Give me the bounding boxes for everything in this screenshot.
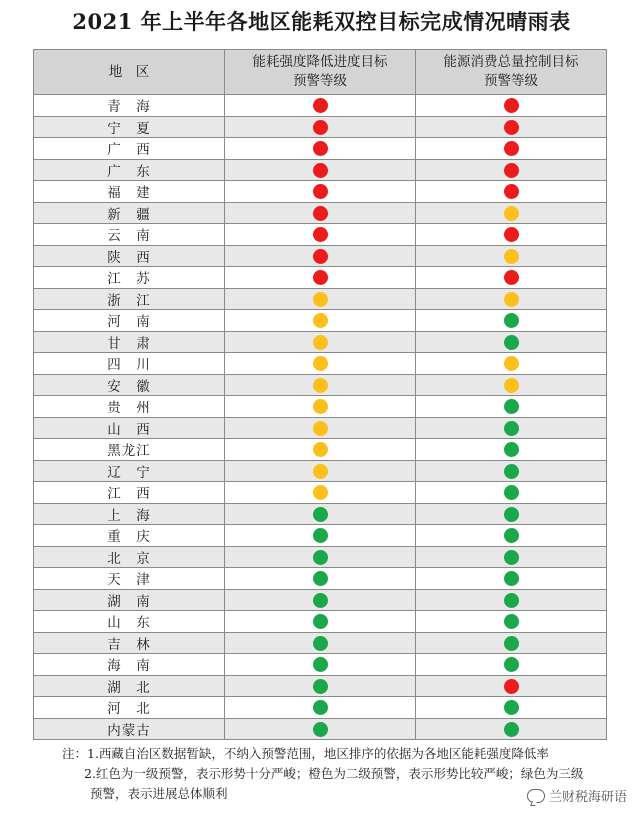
total-status-cell (416, 439, 607, 461)
red-status-dot-icon (504, 679, 519, 694)
orange-status-dot-icon (313, 399, 328, 414)
region-cell: 吉 林 (34, 632, 225, 654)
table-row (34, 611, 607, 633)
header-total (416, 50, 607, 95)
green-status-dot-icon (504, 421, 519, 436)
intensity-status-cell (225, 525, 416, 547)
orange-status-dot-icon (504, 378, 519, 393)
table-row (34, 460, 607, 482)
intensity-status-cell (225, 138, 416, 160)
region-cell: 北 京 (34, 546, 225, 568)
region-cell: 安 徽 (34, 374, 225, 396)
total-status-cell (416, 503, 607, 525)
region-cell: 河 北 (34, 697, 225, 719)
orange-status-dot-icon (313, 313, 328, 328)
table-row (34, 95, 607, 117)
red-status-dot-icon (504, 184, 519, 199)
region-cell: 江 西 (34, 482, 225, 504)
table-row (34, 482, 607, 504)
green-status-dot-icon (313, 679, 328, 694)
green-status-dot-icon (504, 442, 519, 457)
red-status-dot-icon (313, 163, 328, 178)
total-status-cell (416, 568, 607, 590)
region-cell: 河 南 (34, 310, 225, 332)
header-region: 地 区 (34, 50, 225, 95)
intensity-status-cell (225, 632, 416, 654)
table-row (34, 396, 607, 418)
green-status-dot-icon (313, 722, 328, 737)
region-cell: 山 西 (34, 417, 225, 439)
red-status-dot-icon (504, 227, 519, 242)
table-row (34, 632, 607, 654)
note-line-3: 预警，表示进展总体顺利 (90, 786, 228, 801)
region-cell: 宁 夏 (34, 116, 225, 138)
region-cell: 湖 南 (34, 589, 225, 611)
table-row (34, 288, 607, 310)
total-status-cell (416, 482, 607, 504)
red-status-dot-icon (313, 98, 328, 113)
green-status-dot-icon (504, 464, 519, 479)
table-header-row (34, 50, 607, 95)
total-status-cell (416, 224, 607, 246)
intensity-status-cell (225, 654, 416, 676)
header-intensity-label: 能耗强度降低进度目标 预警等级 (252, 54, 388, 89)
region-cell: 上 海 (34, 503, 225, 525)
region-cell: 天 津 (34, 568, 225, 590)
green-status-dot-icon (504, 550, 519, 565)
green-status-dot-icon (313, 528, 328, 543)
green-status-dot-icon (504, 722, 519, 737)
intensity-status-cell (225, 202, 416, 224)
table-row (34, 568, 607, 590)
total-status-cell (416, 697, 607, 719)
intensity-status-cell (225, 116, 416, 138)
orange-status-dot-icon (313, 421, 328, 436)
intensity-status-cell (225, 503, 416, 525)
table-row (34, 589, 607, 611)
table-row (34, 224, 607, 246)
green-status-dot-icon (504, 614, 519, 629)
red-status-dot-icon (313, 206, 328, 221)
region-cell: 重 庆 (34, 525, 225, 547)
total-status-cell (416, 181, 607, 203)
green-status-dot-icon (504, 700, 519, 715)
intensity-status-cell (225, 675, 416, 697)
intensity-status-cell (225, 396, 416, 418)
orange-status-dot-icon (504, 206, 519, 221)
status-table (33, 49, 607, 740)
total-status-cell (416, 417, 607, 439)
table-row (34, 138, 607, 160)
table-row (34, 675, 607, 697)
red-status-dot-icon (504, 141, 519, 156)
total-status-cell (416, 331, 607, 353)
header-total-label: 能源消费总量控制目标 预警等级 (443, 54, 579, 89)
intensity-status-cell (225, 417, 416, 439)
intensity-status-cell (225, 95, 416, 117)
total-status-cell (416, 632, 607, 654)
red-status-dot-icon (504, 98, 519, 113)
intensity-status-cell (225, 159, 416, 181)
green-status-dot-icon (313, 700, 328, 715)
total-status-cell (416, 353, 607, 375)
region-cell: 浙 江 (34, 288, 225, 310)
table-row (34, 245, 607, 267)
orange-status-dot-icon (313, 485, 328, 500)
red-status-dot-icon (313, 120, 328, 135)
table-row (34, 181, 607, 203)
region-cell: 四 川 (34, 353, 225, 375)
orange-status-dot-icon (313, 464, 328, 479)
orange-status-dot-icon (313, 442, 328, 457)
total-status-cell (416, 288, 607, 310)
table-row (34, 546, 607, 568)
total-status-cell (416, 525, 607, 547)
intensity-status-cell (225, 460, 416, 482)
intensity-status-cell (225, 439, 416, 461)
region-cell: 湖 北 (34, 675, 225, 697)
red-status-dot-icon (504, 120, 519, 135)
green-status-dot-icon (313, 571, 328, 586)
region-cell: 广 西 (34, 138, 225, 160)
green-status-dot-icon (504, 571, 519, 586)
table-row (34, 310, 607, 332)
green-status-dot-icon (504, 593, 519, 608)
green-status-dot-icon (313, 550, 328, 565)
orange-status-dot-icon (504, 249, 519, 264)
header-intensity (225, 50, 416, 95)
watermark (527, 786, 627, 805)
table-row (34, 116, 607, 138)
table-row (34, 654, 607, 676)
region-cell: 内蒙古 (34, 718, 225, 740)
intensity-status-cell (225, 589, 416, 611)
intensity-status-cell (225, 267, 416, 289)
table-row (34, 503, 607, 525)
region-cell: 山 东 (34, 611, 225, 633)
intensity-status-cell (225, 546, 416, 568)
red-status-dot-icon (504, 163, 519, 178)
chat-bubble-icon (527, 789, 545, 803)
total-status-cell (416, 116, 607, 138)
table-row (34, 525, 607, 547)
total-status-cell (416, 245, 607, 267)
region-cell: 青 海 (34, 95, 225, 117)
total-status-cell (416, 374, 607, 396)
intensity-status-cell (225, 697, 416, 719)
green-status-dot-icon (504, 657, 519, 672)
green-status-dot-icon (313, 657, 328, 672)
table-row (34, 353, 607, 375)
green-status-dot-icon (313, 614, 328, 629)
orange-status-dot-icon (313, 356, 328, 371)
table-row (34, 202, 607, 224)
table-row (34, 374, 607, 396)
watermark-text: 兰财税海研语 (548, 790, 627, 805)
orange-status-dot-icon (313, 292, 328, 307)
total-status-cell (416, 159, 607, 181)
orange-status-dot-icon (504, 292, 519, 307)
intensity-status-cell (225, 611, 416, 633)
total-status-cell (416, 138, 607, 160)
region-cell: 福 建 (34, 181, 225, 203)
green-status-dot-icon (313, 593, 328, 608)
green-status-dot-icon (313, 507, 328, 522)
total-status-cell (416, 310, 607, 332)
total-status-cell (416, 718, 607, 740)
total-status-cell (416, 267, 607, 289)
total-status-cell (416, 95, 607, 117)
note-line-2: 2.红色为一级预警，表示形势十分严峻；橙色为二级预警，表示形势比较严峻；绿色为三级 (84, 766, 584, 781)
intensity-status-cell (225, 224, 416, 246)
green-status-dot-icon (313, 636, 328, 651)
green-status-dot-icon (504, 636, 519, 651)
table-row (34, 718, 607, 740)
region-cell: 新 疆 (34, 202, 225, 224)
region-cell: 黑龙江 (34, 439, 225, 461)
table-row (34, 439, 607, 461)
red-status-dot-icon (313, 141, 328, 156)
orange-status-dot-icon (504, 356, 519, 371)
orange-status-dot-icon (313, 335, 328, 350)
total-status-cell (416, 202, 607, 224)
green-status-dot-icon (504, 485, 519, 500)
total-status-cell (416, 460, 607, 482)
red-status-dot-icon (313, 184, 328, 199)
orange-status-dot-icon (313, 378, 328, 393)
intensity-status-cell (225, 374, 416, 396)
region-cell: 辽 宁 (34, 460, 225, 482)
region-cell: 江 苏 (34, 267, 225, 289)
total-status-cell (416, 675, 607, 697)
green-status-dot-icon (504, 313, 519, 328)
region-cell: 贵 州 (34, 396, 225, 418)
green-status-dot-icon (504, 507, 519, 522)
intensity-status-cell (225, 245, 416, 267)
intensity-status-cell (225, 181, 416, 203)
region-cell: 甘 肃 (34, 331, 225, 353)
red-status-dot-icon (313, 227, 328, 242)
red-status-dot-icon (504, 270, 519, 285)
intensity-status-cell (225, 482, 416, 504)
note-line-1: 注：1.西藏自治区数据暂缺，不纳入预警范围，地区排序的依据为各地区能耗强度降低率 (62, 746, 549, 761)
intensity-status-cell (225, 331, 416, 353)
green-status-dot-icon (504, 335, 519, 350)
table-row (34, 417, 607, 439)
red-status-dot-icon (313, 270, 328, 285)
total-status-cell (416, 546, 607, 568)
intensity-status-cell (225, 288, 416, 310)
table-row (34, 159, 607, 181)
total-status-cell (416, 611, 607, 633)
region-cell: 陕 西 (34, 245, 225, 267)
total-status-cell (416, 654, 607, 676)
table-row (34, 697, 607, 719)
green-status-dot-icon (504, 528, 519, 543)
green-status-dot-icon (504, 399, 519, 414)
table-row (34, 267, 607, 289)
total-status-cell (416, 396, 607, 418)
intensity-status-cell (225, 718, 416, 740)
region-cell: 广 东 (34, 159, 225, 181)
page-title: 2021 年上半年各地区能耗双控目标完成情况晴雨表 (72, 9, 571, 34)
table-row (34, 331, 607, 353)
region-cell: 云 南 (34, 224, 225, 246)
intensity-status-cell (225, 310, 416, 332)
region-cell: 海 南 (34, 654, 225, 676)
table-body (34, 95, 607, 740)
red-status-dot-icon (313, 249, 328, 264)
intensity-status-cell (225, 353, 416, 375)
total-status-cell (416, 589, 607, 611)
intensity-status-cell (225, 568, 416, 590)
